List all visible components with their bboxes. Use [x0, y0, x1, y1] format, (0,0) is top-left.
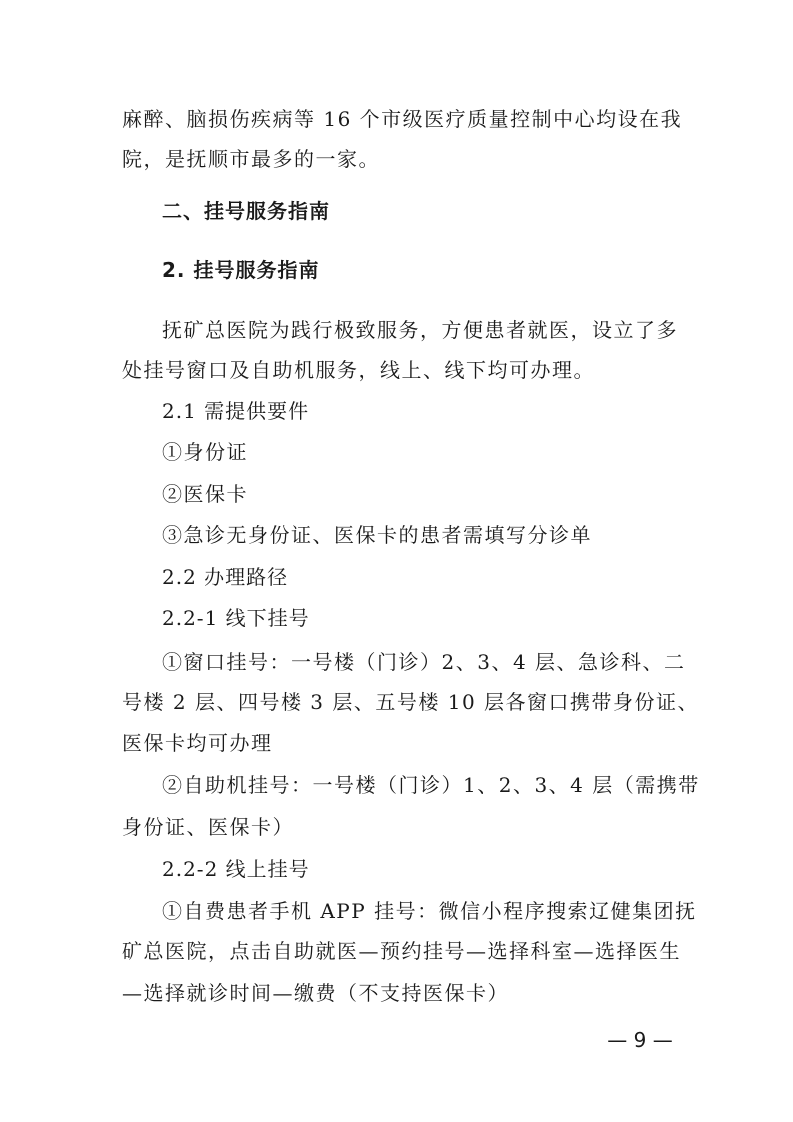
offline-window-line-1: ①窗口挂号：一号楼（门诊）2、3、4 层、急诊科、二 — [162, 650, 686, 674]
online-line-2: 矿总医院，点击自助就医—预约挂号—选择科室—选择医生 — [122, 939, 681, 963]
page-number: — 9 — — [607, 1028, 673, 1052]
intro-paragraph-line-1: 抚矿总医院为践行极致服务，方便患者就医，设立了多 — [162, 318, 678, 342]
intro-paragraph-line-2: 处挂号窗口及自助机服务，线上、线下均可办理。 — [122, 358, 595, 382]
subsection-heading: 2. 挂号服务指南 — [162, 258, 320, 282]
section-heading: 二、挂号服务指南 — [162, 199, 330, 223]
offline-window-line-3: 医保卡均可办理 — [122, 731, 273, 755]
offline-kiosk-line-2: 身份证、医保卡） — [122, 815, 294, 839]
item-2-2-heading: 2.2 办理路径 — [162, 565, 289, 589]
offline-window-line-2: 号楼 2 层、四号楼 3 层、五号楼 10 层各窗口携带身份证、 — [122, 690, 700, 714]
online-line-1: ①自费患者手机 APP 挂号：微信小程序搜索辽健集团抚 — [162, 899, 697, 923]
offline-kiosk-line-1: ②自助机挂号：一号楼（门诊）1、2、3、4 层（需携带 — [162, 773, 700, 797]
online-line-3: —选择就诊时间—缴费（不支持医保卡） — [122, 981, 509, 1005]
intro-line-2: 院，是抚顺市最多的一家。 — [122, 147, 380, 171]
requirement-item: ②医保卡 — [162, 482, 248, 506]
requirement-item: ③急诊无身份证、医保卡的患者需填写分诊单 — [162, 523, 592, 547]
item-2-2-1-heading: 2.2-1 线下挂号 — [162, 606, 310, 630]
intro-line-1: 麻醉、脑损伤疾病等 16 个市级医疗质量控制中心均设在我 — [122, 107, 683, 131]
requirement-item: ①身份证 — [162, 440, 248, 464]
item-2-1-heading: 2.1 需提供要件 — [162, 399, 310, 423]
item-2-2-2-heading: 2.2-2 线上挂号 — [162, 857, 310, 881]
